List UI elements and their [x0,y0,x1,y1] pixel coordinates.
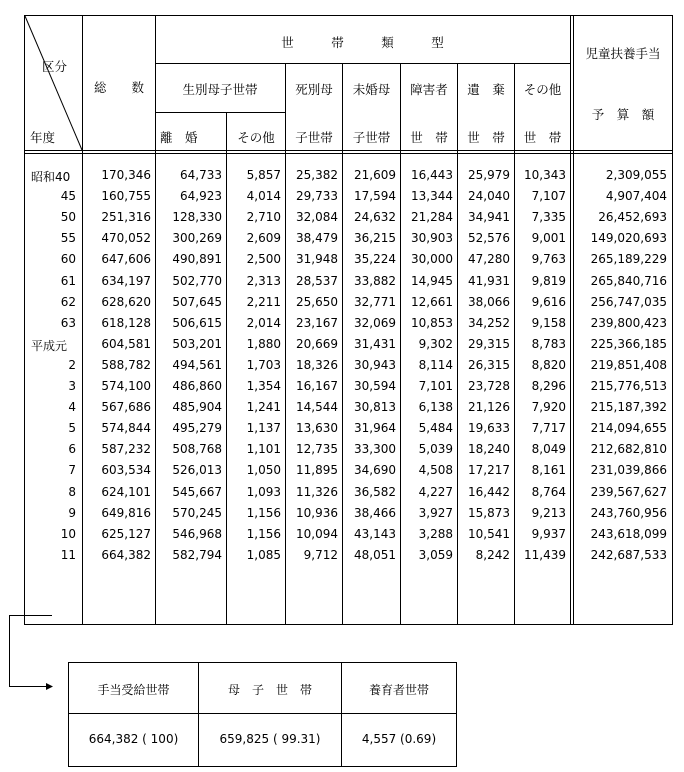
header-iki-top: 遺 棄 [467,82,505,97]
cell-rikon: 526,013 [172,463,222,477]
cell-rikon: 64,733 [180,168,222,182]
cell-sonota2: 8,161 [531,463,566,477]
cell-sonota2: 8,820 [531,358,566,372]
cell-sonota2: 7,920 [531,400,566,414]
cell-budget: 26,452,693 [598,210,667,224]
cell-mikon: 34,690 [354,463,396,477]
cell-shogai: 21,284 [411,210,453,224]
row-year: 5 [68,421,76,435]
cell-sonota: 2,500 [246,252,281,266]
cell-budget: 243,618,099 [590,527,667,541]
cell-mikon: 33,300 [354,442,396,456]
cell-sonota: 1,703 [246,358,281,372]
cell-sonota: 1,156 [246,527,281,541]
header-rikon: 離 婚 [160,130,198,145]
cell-sonota: 1,085 [246,548,281,562]
cell-total: 251,316 [101,210,151,224]
cell-sonota2: 8,783 [531,337,566,351]
row-year: 11 [60,548,76,562]
cell-shibetsu: 9,712 [303,548,338,562]
cell-iki: 18,240 [468,442,510,456]
cell-shibetsu: 32,084 [296,210,338,224]
cell-shibetsu: 11,895 [296,463,338,477]
cell-shogai: 5,039 [418,442,453,456]
cell-rikon: 582,794 [172,548,222,562]
cell-rikon: 494,561 [172,358,222,372]
cell-budget: 256,747,035 [590,295,667,309]
cell-iki: 19,633 [468,421,510,435]
header-shibetsu-top: 死別母 [295,82,333,97]
cell-sonota: 1,101 [246,442,281,456]
cell-budget: 149,020,693 [590,231,667,245]
row-year: 9 [68,506,76,520]
cell-sonota2: 9,213 [531,506,566,520]
cell-iki: 26,315 [468,358,510,372]
cell-sonota: 1,241 [246,400,281,414]
cell-sonota: 1,354 [246,379,281,393]
cell-iki: 24,040 [468,189,510,203]
cell-budget: 265,189,229 [590,252,667,266]
header-sonota1: その他 [237,130,275,145]
cell-shogai: 7,101 [418,379,453,393]
row-year: 63 [60,316,76,330]
header-sonota2-bottom: 世 帯 [523,130,562,145]
cell-iki: 52,576 [468,231,510,245]
cell-mikon: 31,964 [354,421,396,435]
cell-shibetsu: 18,326 [296,358,338,372]
row-year: 昭和40 [31,170,71,184]
subtable-header-yoiku: 養育者世帯 [368,683,429,697]
cell-budget: 215,776,513 [590,379,667,393]
cell-sonota2: 9,616 [531,295,566,309]
cell-shogai: 16,443 [411,168,453,182]
header-mikon-top: 未婚母 [352,82,391,97]
row-year: 50 [60,210,76,224]
cell-shogai: 5,484 [418,421,453,435]
cell-budget: 225,366,185 [590,337,667,351]
cell-iki: 47,280 [468,252,510,266]
row-year: 7 [68,463,76,477]
cell-sonota: 4,014 [246,189,281,203]
cell-iki: 15,873 [468,506,510,520]
cell-total: 574,844 [101,421,151,435]
row-year: 61 [60,274,76,288]
cell-sonota2: 9,937 [531,527,566,541]
cell-mikon: 21,609 [354,168,396,182]
cell-rikon: 508,768 [172,442,222,456]
cell-total: 649,816 [101,506,151,520]
cell-iki: 10,541 [468,527,510,541]
row-year: 4 [68,400,76,414]
cell-shogai: 14,945 [411,274,453,288]
cell-budget: 214,094,655 [590,421,667,435]
cell-shibetsu: 10,094 [296,527,338,541]
row-year: 6 [68,442,76,456]
cell-rikon: 507,645 [172,295,222,309]
cell-rikon: 64,923 [180,189,222,203]
cell-total: 574,100 [101,379,151,393]
cell-sonota2: 9,001 [531,231,566,245]
header-budget-top: 児童扶養手当 [585,46,661,61]
cell-budget: 239,567,627 [590,485,667,499]
cell-iki: 34,252 [468,316,510,330]
cell-rikon: 485,904 [172,400,222,414]
cell-sonota2: 8,049 [531,442,566,456]
cell-budget: 4,907,404 [605,189,667,203]
cell-total: 170,346 [101,168,151,182]
cell-shogai: 13,344 [411,189,453,203]
cell-rikon: 490,891 [172,252,222,266]
header-total: 総 数 [93,80,144,95]
cell-sonota: 1,156 [246,506,281,520]
cell-total: 603,534 [101,463,151,477]
cell-sonota2: 10,343 [524,168,566,182]
cell-budget: 242,687,533 [590,548,667,562]
cell-mikon: 32,069 [354,316,396,330]
cell-total: 587,232 [101,442,151,456]
cell-shogai: 9,302 [418,337,453,351]
cell-total: 567,686 [101,400,151,414]
subtable-header-teate: 手当受給世帯 [97,683,170,697]
header-setai-ruikei: 世 帯 類 型 [281,35,444,50]
subtable-value-yoiku: 4,557 (0.69) [361,732,437,746]
header-kubun: 区分 [42,59,68,74]
cell-shibetsu: 29,733 [296,189,338,203]
cell-sonota2: 7,335 [531,210,566,224]
cell-iki: 29,315 [468,337,510,351]
cell-shibetsu: 12,735 [296,442,338,456]
cell-mikon: 30,813 [354,400,396,414]
cell-sonota2: 9,158 [531,316,566,330]
cell-iki: 21,126 [468,400,510,414]
cell-budget: 2,309,055 [605,168,667,182]
cell-total: 625,127 [101,527,151,541]
cell-sonota: 2,609 [246,231,281,245]
cell-total: 647,606 [101,252,151,266]
subtable-value-boshi: 659,825 ( 99.31) [219,732,321,746]
cell-shogai: 12,661 [411,295,453,309]
subtable-value-teate: 664,382 ( 100) [88,732,179,746]
cell-shogai: 4,508 [418,463,453,477]
cell-mikon: 36,215 [354,231,396,245]
row-year: 平成元 [31,339,68,353]
cell-shibetsu: 25,650 [296,295,338,309]
cell-iki: 17,217 [468,463,510,477]
cell-iki: 41,931 [468,274,510,288]
cell-shogai: 10,853 [411,316,453,330]
cell-total: 588,782 [101,358,151,372]
cell-sonota2: 11,439 [524,548,566,562]
cell-shogai: 3,927 [418,506,453,520]
cell-iki: 23,728 [468,379,510,393]
cell-rikon: 546,968 [172,527,222,541]
cell-sonota: 2,313 [246,274,281,288]
header-shogai-top: 障害者 [410,82,448,97]
cell-iki: 38,066 [468,295,510,309]
cell-mikon: 31,431 [354,337,396,351]
cell-total: 604,581 [101,337,151,351]
cell-sonota: 2,211 [246,295,281,309]
row-year: 8 [68,485,76,499]
cell-mikon: 35,224 [354,252,396,266]
cell-shibetsu: 23,167 [296,316,338,330]
cell-shibetsu: 31,948 [296,252,338,266]
cell-rikon: 545,667 [172,485,222,499]
cell-shogai: 4,227 [418,485,453,499]
cell-iki: 25,979 [468,168,510,182]
cell-mikon: 48,051 [354,548,396,562]
header-mikon-bottom: 子世帯 [352,130,391,145]
cell-sonota: 1,137 [246,421,281,435]
cell-shogai: 30,903 [411,231,453,245]
cell-shibetsu: 16,167 [296,379,338,393]
cell-mikon: 30,943 [354,358,396,372]
cell-total: 160,755 [101,189,151,203]
row-year: 55 [60,231,76,245]
cell-rikon: 128,330 [172,210,222,224]
cell-shogai: 8,114 [418,358,453,372]
cell-sonota: 2,710 [246,210,281,224]
cell-shogai: 3,059 [418,548,453,562]
cell-rikon: 502,770 [172,274,222,288]
cell-mikon: 24,632 [354,210,396,224]
cell-mikon: 33,882 [354,274,396,288]
cell-sonota2: 9,763 [531,252,566,266]
row-year: 60 [60,252,76,266]
cell-mikon: 17,594 [354,189,396,203]
cell-sonota: 5,857 [246,168,281,182]
cell-iki: 8,242 [475,548,510,562]
cell-budget: 243,760,956 [590,506,667,520]
subtable-header-boshi: 母 子 世 帯 [227,683,312,697]
cell-shibetsu: 38,479 [296,231,338,245]
cell-mikon: 36,582 [354,485,396,499]
cell-shogai: 3,288 [418,527,453,541]
header-seibetsu: 生別母子世帯 [182,82,258,97]
cell-budget: 215,187,392 [590,400,667,414]
cell-budget: 212,682,810 [590,442,667,456]
cell-mikon: 30,594 [354,379,396,393]
cell-sonota2: 8,296 [531,379,566,393]
arrow-head-icon [46,683,53,690]
cell-budget: 219,851,408 [590,358,667,372]
cell-shibetsu: 11,326 [296,485,338,499]
cell-mikon: 38,466 [354,506,396,520]
cell-total: 628,620 [101,295,151,309]
cell-total: 664,382 [101,548,151,562]
cell-shibetsu: 13,630 [296,421,338,435]
cell-shogai: 30,000 [411,252,453,266]
row-year: 3 [68,379,76,393]
cell-mikon: 32,771 [354,295,396,309]
cell-shibetsu: 25,382 [296,168,338,182]
cell-iki: 16,442 [468,485,510,499]
cell-rikon: 300,269 [172,231,222,245]
cell-budget: 239,800,423 [590,316,667,330]
header-shogai-bottom: 世 帯 [410,130,448,145]
cell-rikon: 503,201 [172,337,222,351]
row-year: 10 [60,527,76,541]
cell-shibetsu: 14,544 [296,400,338,414]
row-year: 2 [68,358,76,372]
cell-budget: 231,039,866 [590,463,667,477]
cell-rikon: 570,245 [172,506,222,520]
cell-shibetsu: 10,936 [296,506,338,520]
cell-rikon: 495,279 [172,421,222,435]
cell-iki: 34,941 [468,210,510,224]
header-iki-bottom: 世 帯 [467,130,505,145]
row-year: 45 [60,189,76,203]
cell-budget: 265,840,716 [590,274,667,288]
header-shibetsu-bottom: 子世帯 [295,130,333,145]
header-nendo: 年度 [30,130,56,145]
cell-sonota: 1,093 [246,485,281,499]
cell-sonota: 1,880 [246,337,281,351]
cell-mikon: 43,143 [354,527,396,541]
cell-rikon: 486,860 [172,379,222,393]
row-year: 62 [60,295,76,309]
cell-sonota: 1,050 [246,463,281,477]
cell-total: 470,052 [101,231,151,245]
cell-rikon: 506,615 [172,316,222,330]
cell-shogai: 6,138 [418,400,453,414]
cell-shibetsu: 20,669 [296,337,338,351]
header-budget-bottom: 予 算 額 [591,107,655,122]
cell-total: 634,197 [101,274,151,288]
cell-sonota: 2,014 [246,316,281,330]
cell-total: 618,128 [101,316,151,330]
cell-shibetsu: 28,537 [296,274,338,288]
header-sonota2-top: その他 [523,82,562,97]
cell-sonota2: 8,764 [531,485,566,499]
cell-sonota2: 7,717 [531,421,566,435]
cell-total: 624,101 [101,485,151,499]
cell-sonota2: 9,819 [531,274,566,288]
cell-sonota2: 7,107 [531,189,566,203]
